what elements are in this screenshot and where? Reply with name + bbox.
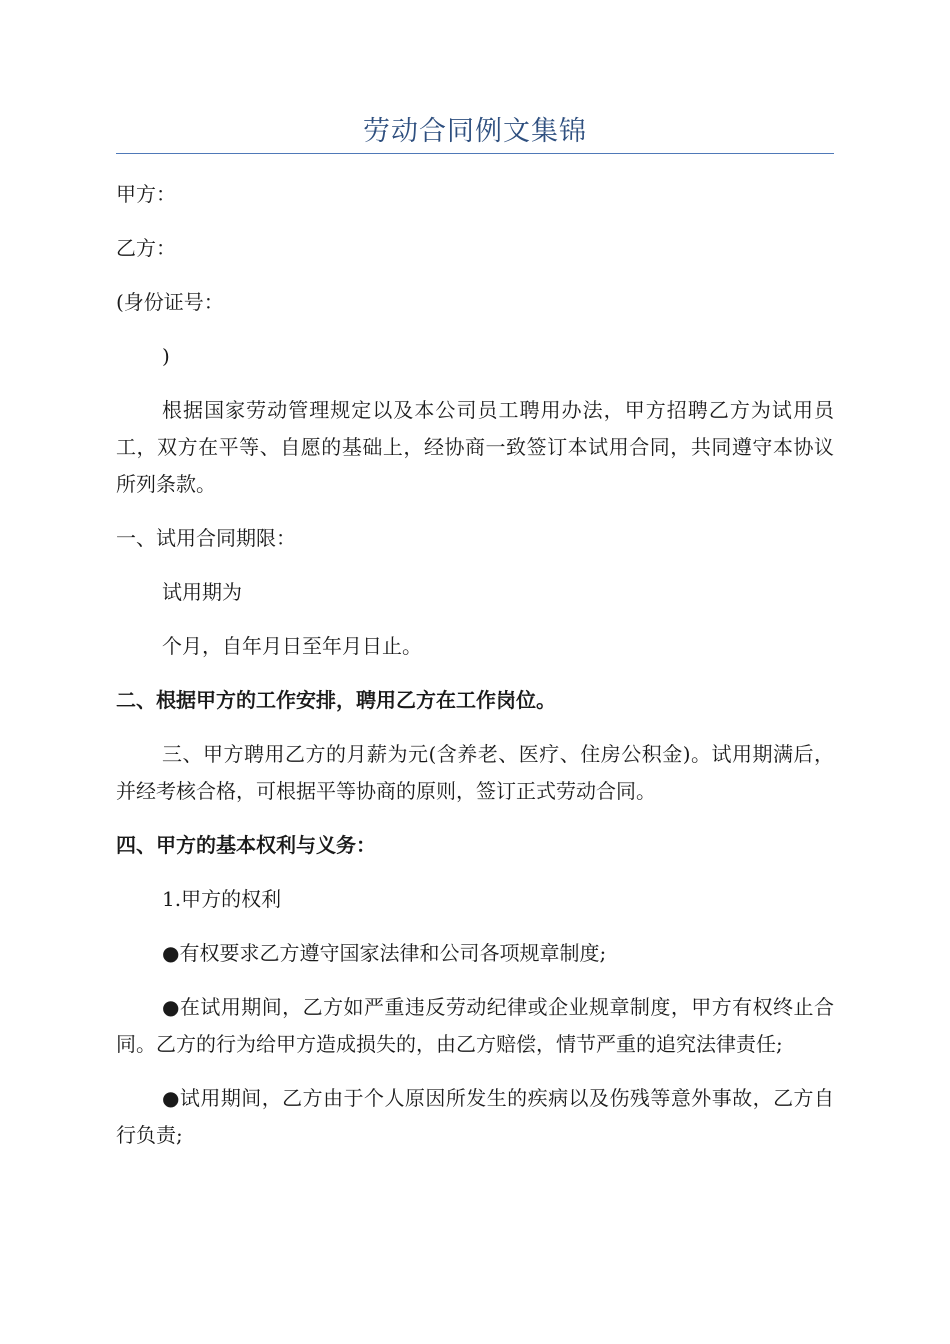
section-2-heading: 二、根据甲方的工作安排，聘用乙方在工作岗位。: [116, 688, 556, 712]
section-4-heading: 四、甲方的基本权利与义务：: [116, 833, 376, 857]
id-number-close: ): [162, 344, 170, 368]
intro-paragraph: 根据国家劳动管理规定以及本公司员工聘用办法，甲方招聘乙方为试用员工，双方在平等、自愿的基础上，经协商一致签订本试用合同，共同遵守本协议所列条款。: [116, 398, 834, 496]
document-title: 劳动合同例文集锦: [363, 116, 587, 147]
rights-item: [116, 1080, 834, 1154]
rights-item: [116, 989, 834, 1063]
rights-item-text: 有权要求乙方遵守国家法律和公司各项规章制度;: [179, 941, 607, 965]
bullet-icon: ●: [162, 941, 180, 965]
title-underline: [116, 153, 834, 154]
party-a-line: 甲方：: [116, 182, 176, 206]
bullet-icon: ●: [162, 1086, 180, 1110]
section-1-line-2: 个月，自年月日至年月日止。: [162, 634, 422, 658]
section-3-paragraph: 三、甲方聘用乙方的月薪为元(含养老、医疗、住房公积金)。试用期满后，并经考核合格，可根据平等协商的原则，签订正式劳动合同。: [116, 742, 834, 803]
section-1-line-1: 试用期为: [162, 580, 242, 604]
rights-item: [116, 935, 834, 972]
section-4-subheading: 1.甲方的权利: [162, 887, 282, 911]
party-b-line: 乙方：: [116, 236, 176, 260]
section-1-heading: 一、试用合同期限：: [116, 526, 296, 550]
rights-item-text: 试用期间，乙方由于个人原因所发生的疾病以及伤残等意外事故，乙方自行负责;: [116, 1086, 834, 1147]
document-body: [116, 176, 834, 1171]
id-number-open: (身份证号：: [116, 290, 224, 314]
rights-item-text: 在试用期间，乙方如严重违反劳动纪律或企业规章制度，甲方有权终止合同。乙方的行为给甲方造成损失的，由乙方赔偿，情节严重的追究法律责任;: [116, 995, 834, 1056]
bullet-icon: ●: [162, 995, 180, 1019]
